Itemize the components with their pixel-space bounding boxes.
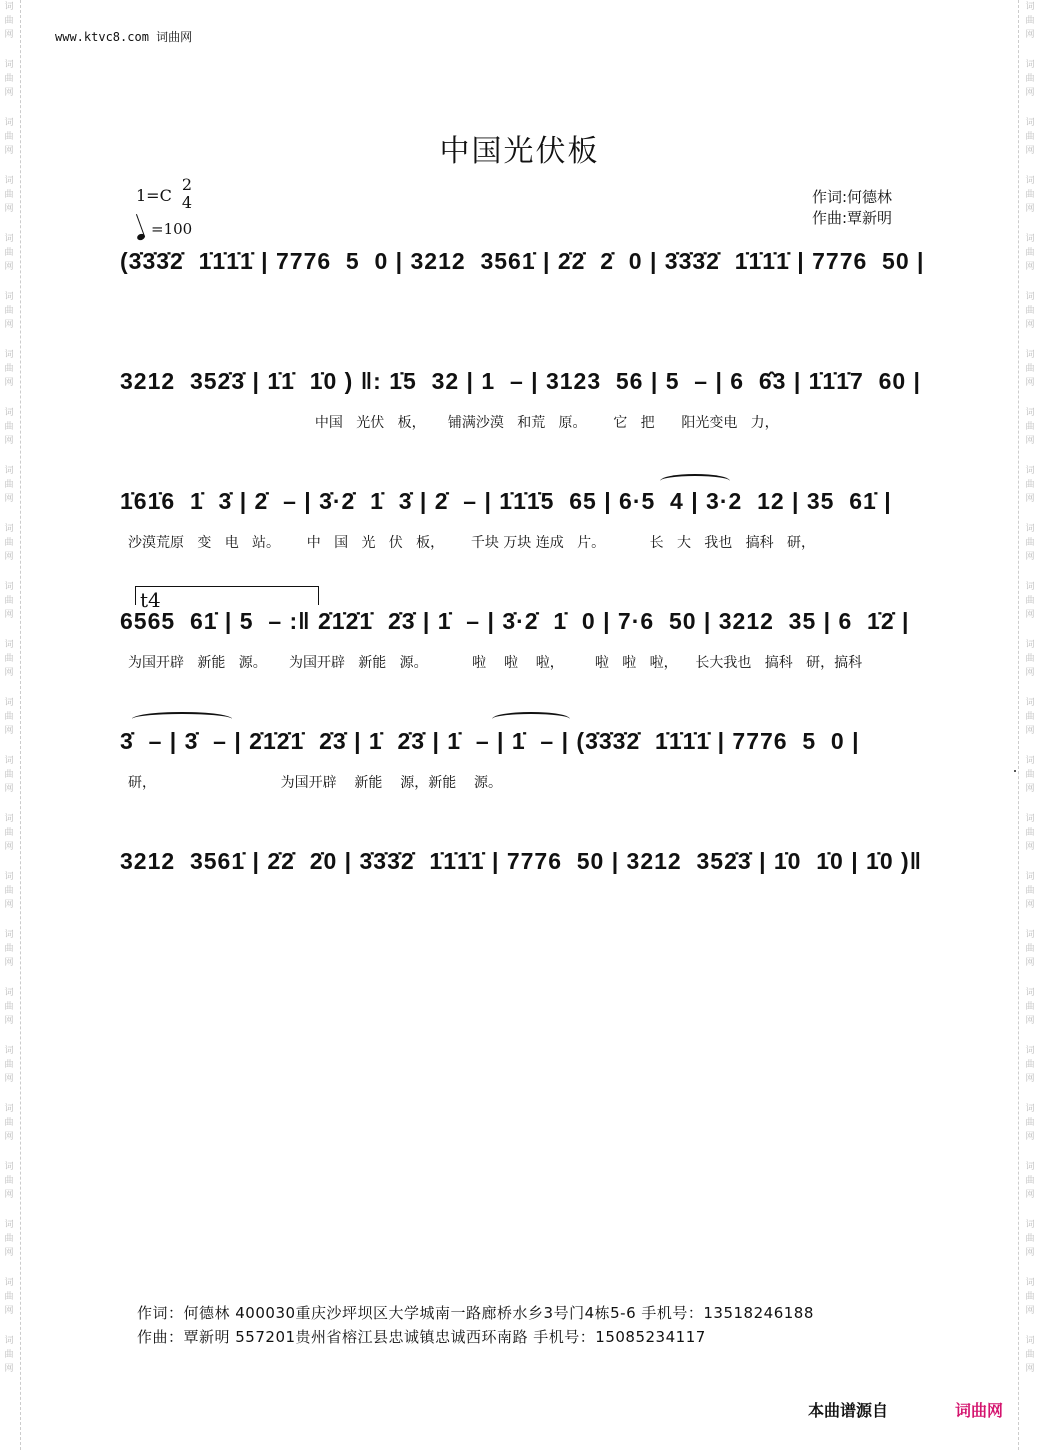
notation: 6565 61̇ | 5 – :‖ 2̇1̇2̇1̇ 2̇3̇ | 1̇ – | 3̇·2̇ 1̇ 0 | 7·6 50 | 3212 35 | 6 1̇2̇ | bbox=[120, 608, 910, 634]
notation: 3212 352̇3̇ | 1̇1̇ 1̇0 ) ‖: 1̇5 32 | 1 – | 3123 56 | 5 – | 6 6̂3 | 1̇1̇1̇7 60 | bbox=[120, 368, 921, 394]
watermark-mark: 词 曲 网 bbox=[1025, 1104, 1035, 1142]
tempo-marking bbox=[137, 220, 192, 238]
lyricist-credit: 作词:何德林 bbox=[812, 188, 893, 206]
watermark-mark: 词 曲 网 bbox=[1025, 234, 1035, 272]
watermark-mark: 词 曲 网 bbox=[1025, 2, 1035, 40]
key-signature: 1=C bbox=[136, 186, 172, 205]
watermark-mark: 词 曲 网 bbox=[4, 176, 14, 214]
watermark-mark: 词 曲 网 bbox=[1025, 930, 1035, 968]
score-row-6 bbox=[120, 848, 935, 918]
watermark-mark: 词 曲 网 bbox=[4, 1162, 14, 1200]
watermark-mark: 词 曲 网 bbox=[4, 2, 14, 40]
watermark-mark: 词 曲 网 bbox=[4, 118, 14, 156]
source-label: 本曲谱源自 bbox=[808, 1401, 889, 1420]
watermark-mark: 词 曲 网 bbox=[1025, 698, 1035, 736]
watermark-mark: 词 曲 网 bbox=[1025, 1336, 1035, 1374]
watermark-mark: 词 曲 网 bbox=[4, 988, 14, 1026]
watermark-mark: 词 曲 网 bbox=[4, 814, 14, 852]
lyrics: 研， 为国开辟 新能 源，新能 源。 bbox=[128, 775, 503, 791]
quarter-note-icon bbox=[136, 233, 146, 241]
watermark-mark: 词 曲 网 bbox=[4, 872, 14, 910]
watermark-mark: 词 曲 网 bbox=[1025, 350, 1035, 388]
watermark-mark: 词 曲 网 bbox=[1025, 640, 1035, 678]
score-row-2 bbox=[120, 368, 935, 438]
brand-logo[interactable]: 词曲网 bbox=[955, 1401, 1004, 1420]
watermark-mark: 词 曲 网 bbox=[1025, 118, 1035, 156]
lyrics: 为国开辟 新能 源。 为国开辟 新能 源。 啦 啦 啦， 啦 啦 啦， 长大我也 搞科 研，搞科 bbox=[128, 655, 863, 671]
watermark-mark: 词 曲 网 bbox=[4, 698, 14, 736]
watermark-mark: 词 曲 网 bbox=[1025, 408, 1035, 446]
right-watermark-column bbox=[1023, 0, 1037, 1450]
notation: 3212 3561̇ | 2̇2̇ 2̇0 | 3̇3̇3̇2̇ 1̇1̇1̇1̇ | 7776 50 | 3212 352̇3̇ | 1̇0 1̇0 | 1̇0 )‖ bbox=[120, 848, 923, 874]
time-top: 2 bbox=[181, 175, 193, 194]
composer-contact: 作曲：覃新明 557201贵州省榕江县忠诚镇忠诚西环南路 手机号：15085234117 bbox=[137, 1328, 706, 1346]
watermark-mark: 词 曲 网 bbox=[4, 60, 14, 98]
lyrics: 中国 光伏 板， 铺满沙漠 和荒 原。 它 把 阳光变电 力， bbox=[128, 415, 779, 431]
time-signature bbox=[180, 176, 194, 212]
composer-credit: 作曲:覃新明 bbox=[812, 209, 893, 227]
site-url[interactable]: www.ktvc8.com bbox=[55, 30, 149, 44]
right-margin-line bbox=[1018, 0, 1019, 1450]
watermark-mark: 词 曲 网 bbox=[4, 1104, 14, 1142]
watermark-mark: 词 曲 网 bbox=[1025, 988, 1035, 1026]
watermark-mark: 词 曲 网 bbox=[1025, 292, 1035, 330]
left-watermark-column bbox=[2, 0, 16, 1450]
time-bottom: 4 bbox=[181, 193, 193, 212]
score-row-3 bbox=[120, 488, 935, 558]
watermark-mark: 词 曲 网 bbox=[4, 466, 14, 504]
watermark-mark: 词 曲 网 bbox=[1025, 1220, 1035, 1258]
watermark-mark: 词 曲 网 bbox=[4, 756, 14, 794]
watermark-mark: 词 曲 网 bbox=[4, 350, 14, 388]
tempo-value: =100 bbox=[151, 220, 193, 238]
score-row-1 bbox=[120, 248, 935, 318]
watermark-mark: 词 曲 网 bbox=[1025, 466, 1035, 504]
slur bbox=[492, 712, 570, 726]
watermark-mark: 词 曲 网 bbox=[4, 1220, 14, 1258]
watermark-mark: 词 曲 网 bbox=[1025, 524, 1035, 562]
site-header bbox=[55, 28, 192, 45]
left-margin-line bbox=[20, 0, 21, 1450]
notation: 1̇61̇6 1̇ 3̇ | 2̇ – | 3̇·2̇ 1̇ 3̇ | 2̇ – | 1̇1̇1̇5 65 | 6·5 4 | 3·2 12 | 35 61̇ | bbox=[120, 488, 892, 514]
watermark-mark: 词 曲 网 bbox=[4, 1336, 14, 1374]
watermark-mark: 词 曲 网 bbox=[1025, 1278, 1035, 1316]
notation: (3̇3̇3̇2̇ 1̇1̇1̇1̇ | 7776 5 0 | 3212 3561̇ | 2̇2̇ 2̇ 0 | 3̇3̇3̇2̇ 1̇1̇1̇1̇ | 7776 50 | bbox=[120, 248, 925, 274]
watermark-mark: 词 曲 网 bbox=[4, 640, 14, 678]
watermark-mark: 词 曲 网 bbox=[1025, 756, 1035, 794]
watermark-mark: 词 曲 网 bbox=[4, 408, 14, 446]
lyrics: 沙漠荒原 变 电 站。 中 国 光 伏 板， 千块 万块 连成 片。 长 大 我也 搞科 研， bbox=[128, 535, 816, 551]
watermark-mark: 词 曲 网 bbox=[1025, 176, 1035, 214]
watermark-mark: 词 曲 网 bbox=[1025, 1046, 1035, 1084]
watermark-mark: 词 曲 网 bbox=[1025, 582, 1035, 620]
score-row-5 bbox=[120, 728, 935, 798]
watermark-mark: 词 曲 网 bbox=[4, 1278, 14, 1316]
watermark-mark: 词 曲 网 bbox=[4, 292, 14, 330]
watermark-mark: 词 曲 网 bbox=[4, 524, 14, 562]
watermark-mark: 词 曲 网 bbox=[4, 930, 14, 968]
watermark-mark: 词 曲 网 bbox=[1025, 872, 1035, 910]
slur bbox=[132, 712, 232, 726]
slur bbox=[660, 474, 730, 488]
watermark-mark: 词 曲 网 bbox=[1025, 814, 1035, 852]
volta-label: t4 bbox=[140, 588, 161, 612]
notation: 3̇ – | 3̇ – | 2̇1̇2̇1̇ 2̇3̇ | 1̇ 2̇3̇ | 1̇ – | 1̇ – | (3̇3̇3̇2̇ 1̇1̇1̇1̇ | 7776 5 0 | bbox=[120, 728, 860, 754]
stray-dot bbox=[1014, 770, 1016, 772]
watermark-mark: 词 曲 网 bbox=[4, 1046, 14, 1084]
volta-bracket bbox=[135, 586, 319, 605]
watermark-mark: 词 曲 网 bbox=[1025, 60, 1035, 98]
score-row-4 bbox=[120, 608, 935, 678]
song-title: 中国光伏板 bbox=[439, 134, 600, 169]
watermark-mark: 词 曲 网 bbox=[1025, 1162, 1035, 1200]
lyricist-contact: 作词：何德林 400030重庆沙坪坝区大学城南一路廊桥水乡3号门4栋5-6 手机号：13518246188 bbox=[137, 1304, 814, 1322]
watermark-mark: 词 曲 网 bbox=[4, 234, 14, 272]
watermark-mark: 词 曲 网 bbox=[4, 582, 14, 620]
site-name: 词曲网 bbox=[156, 30, 193, 44]
